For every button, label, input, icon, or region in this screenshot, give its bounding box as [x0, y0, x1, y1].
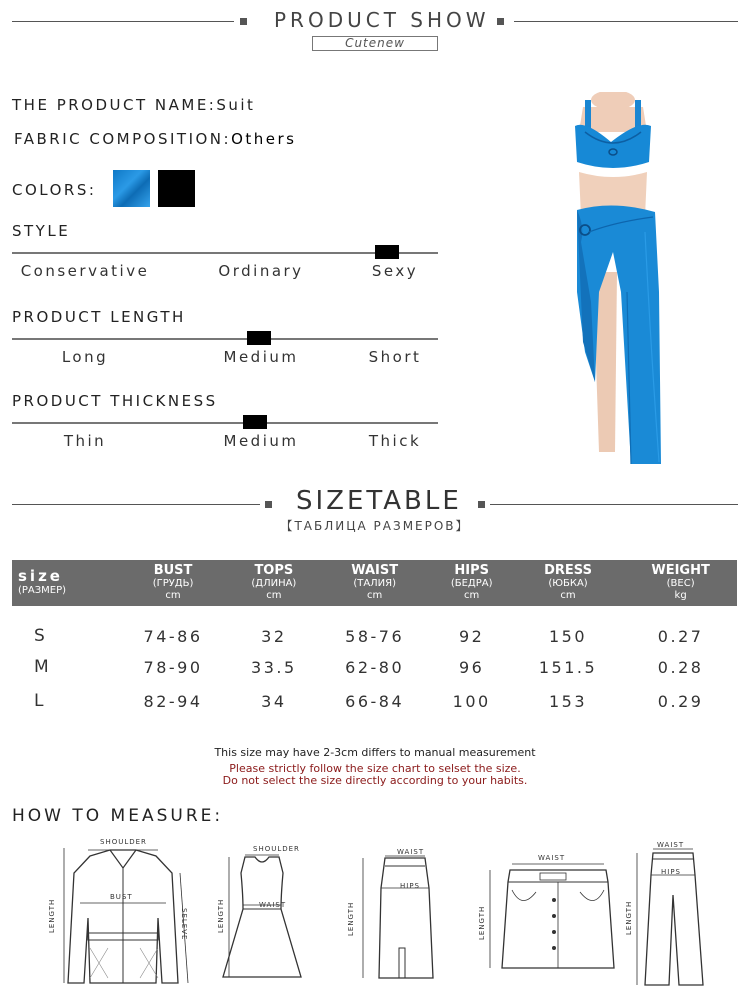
scale-option: Thick — [368, 432, 422, 450]
color-swatch-blue[interactable] — [113, 170, 150, 207]
scale-option: Conservative — [20, 262, 150, 280]
divider-square — [265, 501, 272, 508]
column-name: BUST — [153, 563, 193, 578]
column-header — [624, 560, 737, 606]
column-header — [318, 560, 432, 606]
scale-option: Medium — [223, 348, 299, 366]
jacket-measure-diagram — [50, 838, 195, 988]
divider-right — [514, 21, 738, 22]
scale-option: Thin — [63, 432, 107, 450]
shoulder-label: SHOULDER — [253, 845, 300, 853]
size-cell: L — [34, 691, 46, 711]
column-unit: cm — [165, 590, 181, 601]
scale-option: Short — [368, 348, 422, 366]
column-name: size — [18, 567, 63, 585]
divider-square — [497, 18, 504, 25]
table-cell: 74-86 — [143, 626, 203, 646]
column-ru: (ГРУДЬ) — [152, 578, 194, 589]
table-cell: 58-76 — [345, 626, 405, 646]
note-follow-chart: Please strictly follow the size chart to selset the size. — [229, 762, 521, 775]
column-header — [230, 560, 318, 606]
scale-option: Ordinary — [218, 262, 304, 280]
scale-option: Medium — [223, 432, 299, 450]
hips-label: HIPS — [661, 868, 681, 876]
divider-square — [478, 501, 485, 508]
column-unit: cm — [560, 590, 576, 601]
column-unit: cm — [367, 590, 383, 601]
divider-left — [12, 504, 260, 505]
table-row — [12, 684, 737, 718]
length-label: LENGTH — [48, 898, 56, 933]
divider-left — [12, 21, 234, 22]
scale-marker — [375, 245, 399, 259]
note-measurement: This size may have 2-3cm differs to manual measurement — [214, 746, 536, 759]
column-ru: (ДЛИНА) — [251, 578, 297, 589]
table-cell: 100 — [452, 691, 491, 711]
size-table — [12, 560, 737, 718]
column-name: TOPS — [254, 563, 294, 578]
scale-title: PRODUCT THICKNESS — [12, 392, 218, 410]
column-unit: cm — [464, 590, 480, 601]
color-swatch-black[interactable] — [158, 170, 195, 207]
how-to-measure-title: HOW TO MEASURE: — [12, 806, 224, 826]
scale-marker — [247, 331, 271, 345]
suit-illustration — [555, 92, 670, 467]
table-cell: 0.28 — [657, 657, 704, 677]
scale-track — [12, 422, 438, 424]
size-cell: M — [34, 657, 52, 677]
column-ru: (ТАЛИЯ) — [353, 578, 397, 589]
column-header — [116, 560, 230, 606]
column-ru: (ЮБКА) — [548, 578, 588, 589]
scale-option: Long — [61, 348, 109, 366]
product-name-label: THE PRODUCT NAME: — [12, 96, 217, 114]
length-label: LENGTH — [217, 898, 225, 933]
product-photo — [555, 92, 670, 467]
sizetable-title: SIZETABLE — [296, 486, 462, 516]
brand-label: Cutenew — [312, 36, 438, 51]
table-cell: 33.5 — [251, 657, 297, 677]
shoulder-label: SHOULDER — [100, 838, 147, 846]
pants-measure-diagram — [625, 835, 705, 990]
table-cell: 0.27 — [657, 626, 704, 646]
waist-label: WAIST — [657, 841, 685, 849]
hips-label: HIPS — [400, 882, 420, 890]
column-unit: cm — [266, 590, 282, 601]
column-ru: (РАЗМЕР) — [18, 585, 67, 596]
length-label: LENGTH — [625, 900, 633, 935]
table-cell: 62-80 — [345, 657, 405, 677]
note-habits: Do not select the size directly according to your habits. — [222, 774, 528, 787]
column-name: DRESS — [544, 563, 592, 578]
fabric-value: Others — [231, 130, 297, 148]
table-cell: 150 — [549, 626, 588, 646]
scale-title: PRODUCT LENGTH — [12, 308, 186, 326]
table-cell: 96 — [458, 657, 485, 677]
column-unit: kg — [674, 590, 687, 601]
table-cell: 92 — [458, 626, 485, 646]
size-cell: S — [34, 626, 48, 646]
scale-option: Sexy — [371, 262, 419, 280]
fabric-label: FABRIC COMPOSITION: — [14, 130, 232, 148]
waist-label: WAIST — [259, 901, 287, 909]
bust-label: BUST — [110, 893, 133, 901]
denim-skirt-measure-diagram — [478, 850, 618, 980]
waist-label: WAIST — [538, 854, 566, 862]
sleeve-label: SELEVE — [180, 908, 188, 941]
table-cell: 0.29 — [657, 691, 704, 711]
table-cell: 34 — [261, 691, 287, 711]
scale-marker — [243, 415, 267, 429]
length-label: LENGTH — [478, 905, 486, 940]
dress-measure-diagram — [215, 845, 310, 987]
product-name-value: Suit — [216, 96, 256, 114]
skirt-measure-diagram — [345, 848, 445, 988]
table-header-row — [12, 560, 737, 606]
column-ru: (БЕДРА) — [450, 578, 493, 589]
divider-right — [490, 504, 738, 505]
table-row — [12, 650, 737, 684]
fabric-row — [14, 130, 296, 148]
product-show-title: PRODUCT SHOW — [274, 8, 490, 32]
scale-title: STYLE — [12, 222, 71, 240]
waist-label: WAIST — [397, 848, 425, 856]
divider-square — [240, 18, 247, 25]
column-header — [512, 560, 624, 606]
column-name: WAIST — [351, 563, 399, 578]
table-cell: 32 — [261, 626, 287, 646]
table-cell: 151.5 — [538, 657, 598, 677]
sizetable-subtitle: 【ТАБЛИЦА РАЗМЕРОВ】 — [280, 519, 470, 533]
column-ru: (ВЕС) — [666, 578, 695, 589]
table-cell: 78-90 — [143, 657, 203, 677]
column-name: HIPS — [454, 563, 489, 578]
table-body — [12, 606, 737, 718]
column-name: WEIGHT — [651, 563, 710, 578]
table-cell: 82-94 — [143, 691, 203, 711]
table-row — [12, 606, 737, 650]
scale-track — [12, 338, 438, 340]
table-cell: 66-84 — [345, 691, 405, 711]
colors-label: COLORS: — [12, 181, 97, 199]
table-cell: 153 — [549, 691, 588, 711]
product-name-row — [12, 96, 255, 114]
column-header — [432, 560, 512, 606]
length-label: LENGTH — [347, 901, 355, 936]
column-header — [12, 560, 116, 606]
